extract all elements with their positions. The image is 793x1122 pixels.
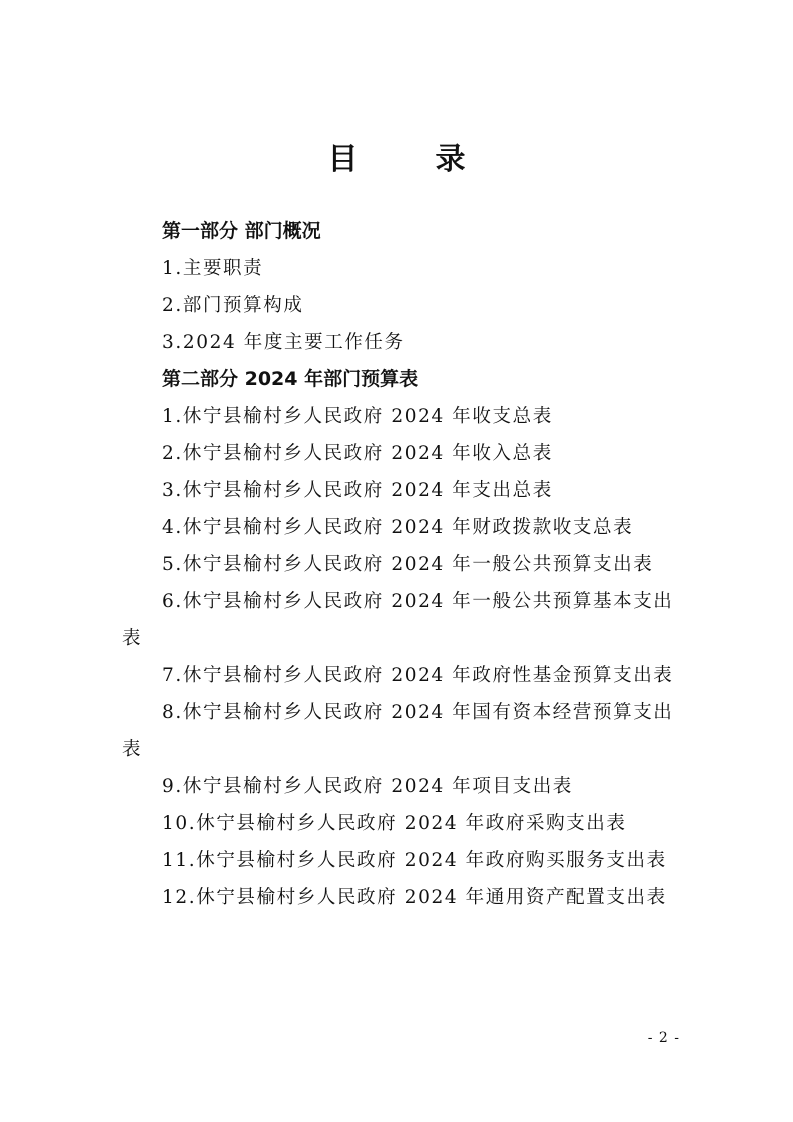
toc-item[interactable]: 4.休宁县榆村乡人民政府 2024 年财政拨款收支总表 xyxy=(162,517,634,538)
page-number: - 2 - xyxy=(647,1030,680,1046)
section-heading-part-1: 第一部分 部门概况 xyxy=(162,220,321,242)
toc-item[interactable]: 1.休宁县榆村乡人民政府 2024 年收支总表 xyxy=(162,406,553,427)
toc-item[interactable]: 1.主要职责 xyxy=(162,258,264,279)
table-of-contents xyxy=(122,213,682,916)
toc-item[interactable]: 5.休宁县榆村乡人民政府 2024 年一般公共预算支出表 xyxy=(162,554,654,575)
page-title: 目 录 xyxy=(327,142,490,177)
toc-item[interactable]: 2.休宁县榆村乡人民政府 2024 年收入总表 xyxy=(162,443,553,464)
section-heading-part-2: 第二部分 2024 年部门预算表 xyxy=(162,368,419,390)
toc-item[interactable]: 7.休宁县榆村乡人民政府 2024 年政府性基金预算支出表 xyxy=(162,665,674,686)
toc-item[interactable]: 11.休宁县榆村乡人民政府 2024 年政府购买服务支出表 xyxy=(162,850,667,871)
toc-item[interactable]: 9.休宁县榆村乡人民政府 2024 年项目支出表 xyxy=(162,776,573,797)
toc-item[interactable]: 2.部门预算构成 xyxy=(162,295,304,316)
toc-item[interactable]: 10.休宁县榆村乡人民政府 2024 年政府采购支出表 xyxy=(162,813,627,834)
toc-item[interactable]: 3.休宁县榆村乡人民政府 2024 年支出总表 xyxy=(162,480,553,501)
toc-item[interactable]: 8.休宁县榆村乡人民政府 2024 年国有资本经营预算支出表 xyxy=(122,702,674,760)
toc-item[interactable]: 3.2024 年度主要工作任务 xyxy=(162,332,405,353)
toc-item[interactable]: 6.休宁县榆村乡人民政府 2024 年一般公共预算基本支出表 xyxy=(122,591,674,649)
toc-item[interactable]: 12.休宁县榆村乡人民政府 2024 年通用资产配置支出表 xyxy=(162,887,667,908)
